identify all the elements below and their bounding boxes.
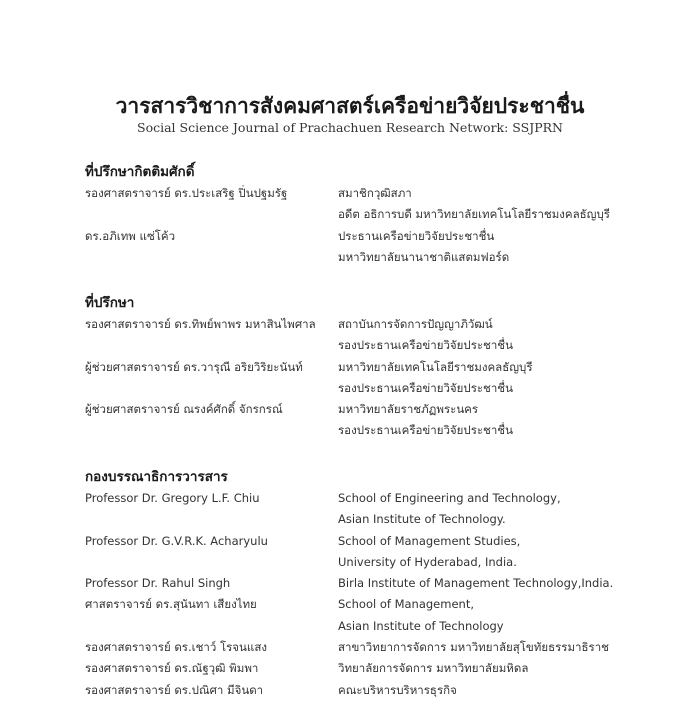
affiliation-line: รองประธานเครือข่ายวิจัยประชาชื่น xyxy=(338,380,513,395)
affiliation-line: มหาวิทยาลัยเทคโนโลยีราชมงคลธัญบุรี xyxy=(338,359,533,374)
section-heading: กองบรรณาธิการวารสาร xyxy=(85,469,228,485)
affiliation-line: วิทยาลัยการจัดการ มหาวิทยาลัยมหิดล xyxy=(338,661,529,676)
affiliation-line: School of Management, xyxy=(338,597,474,612)
journal-subtitle: Social Science Journal of Prachachuen Research Network: SSJPRN xyxy=(137,120,563,135)
member-affiliation xyxy=(338,314,625,357)
member-affiliation xyxy=(338,637,625,658)
section-editorial-board xyxy=(85,466,625,701)
member-row xyxy=(85,399,625,442)
member-name: ดร.อภิเทพ แซ่โค้ว xyxy=(85,228,176,243)
member-affiliation xyxy=(338,357,625,400)
member-name: รองศาสตราจารย์ ดร.ปณิศา มีจินดา xyxy=(85,682,264,697)
member-row xyxy=(85,314,625,357)
affiliation-line: University of Hyderabad, India. xyxy=(338,554,517,569)
affiliation-line: ประธานเครือข่ายวิจัยประชาชื่น xyxy=(338,228,495,243)
member-affiliation xyxy=(338,488,625,531)
affiliation-line: สมาชิกวุฒิสภา xyxy=(338,186,412,200)
member-name: ศาสตราจารย์ ดร.สุนันทา เสียงไทย xyxy=(85,597,257,612)
member-affiliation xyxy=(338,399,625,442)
member-name: Professor Dr. Rahul Singh xyxy=(85,576,231,591)
journal-title: วารสารวิชาการสังคมศาสตร์เครือข่ายวิจัยประชาชื่น xyxy=(115,94,585,118)
member-affiliation xyxy=(338,183,625,226)
member-affiliation xyxy=(338,226,625,269)
affiliation-line: School of Engineering and Technology, xyxy=(338,491,561,505)
affiliation-line: อดีต อธิการบดี มหาวิทยาลัยเทคโนโลยีราชมงคลธัญบุรี xyxy=(338,207,610,222)
member-row xyxy=(85,573,625,594)
member-row xyxy=(85,680,625,701)
member-affiliation xyxy=(338,680,625,701)
affiliation-line: รองประธานเครือข่ายวิจัยประชาชื่น xyxy=(338,423,513,438)
member-name: Professor Dr. Gregory L.F. Chiu xyxy=(85,491,260,505)
member-row xyxy=(85,637,625,658)
member-row xyxy=(85,658,625,679)
member-affiliation xyxy=(338,658,625,679)
member-row xyxy=(85,488,625,531)
member-name: Professor Dr. G.V.R.K. Acharyulu xyxy=(85,533,268,548)
affiliation-line: Birla Institute of Management Technology,India. xyxy=(338,576,614,591)
member-row xyxy=(85,531,625,574)
affiliation-line: คณะบริหารบริหารธุรกิจ xyxy=(338,682,457,697)
affiliation-line: Asian Institute of Technology xyxy=(338,618,504,633)
section-honorary-advisors xyxy=(85,161,625,268)
affiliation-line: มหาวิทยาลัยราชภัฏพระนคร xyxy=(338,402,479,417)
member-name: รองศาสตราจารย์ ดร.ประเสริฐ ปิ่นปฐมรัฐ xyxy=(85,186,288,200)
affiliation-line: รองประธานเครือข่ายวิจัยประชาชื่น xyxy=(338,338,513,353)
section-heading: ที่ปรึกษากิตติมศักดิ์ xyxy=(85,164,195,180)
member-name: ผู้ช่วยศาสตราจารย์ ดร.วารุณี อริยวิริยะนันท์ xyxy=(85,359,303,374)
affiliation-line: School of Management Studies, xyxy=(338,533,521,548)
member-affiliation xyxy=(338,573,625,594)
section-heading: ที่ปรึกษา xyxy=(85,295,135,311)
member-affiliation xyxy=(338,531,625,574)
member-row xyxy=(85,357,625,400)
member-name: ผู้ช่วยศาสตราจารย์ ณรงค์ศักดิ์ จักรกรณ์ xyxy=(85,402,283,417)
member-row xyxy=(85,226,625,269)
member-affiliation xyxy=(338,594,625,637)
affiliation-line: Asian Institute of Technology. xyxy=(338,512,506,527)
section-advisors xyxy=(85,292,625,442)
affiliation-line: มหาวิทยาลัยนานาชาติแสตมฟอร์ด xyxy=(338,249,510,264)
member-name: รองศาสตราจารย์ ดร.เชาว์ โรจนแสง xyxy=(85,640,267,655)
member-row xyxy=(85,183,625,226)
member-row xyxy=(85,594,625,637)
affiliation-line: สถาบันการจัดการปัญญาภิวัฒน์ xyxy=(338,317,493,331)
member-name: รองศาสตราจารย์ ดร.ทิพย์พาพร มหาสินไพศาล xyxy=(85,317,316,331)
affiliation-line: สาขาวิทยาการจัดการ มหาวิทยาลัยสุโขทัยธรรมาธิราช xyxy=(338,640,609,655)
member-name: รองศาสตราจารย์ ดร.ณัฐวุฒิ พิมพา xyxy=(85,661,259,676)
